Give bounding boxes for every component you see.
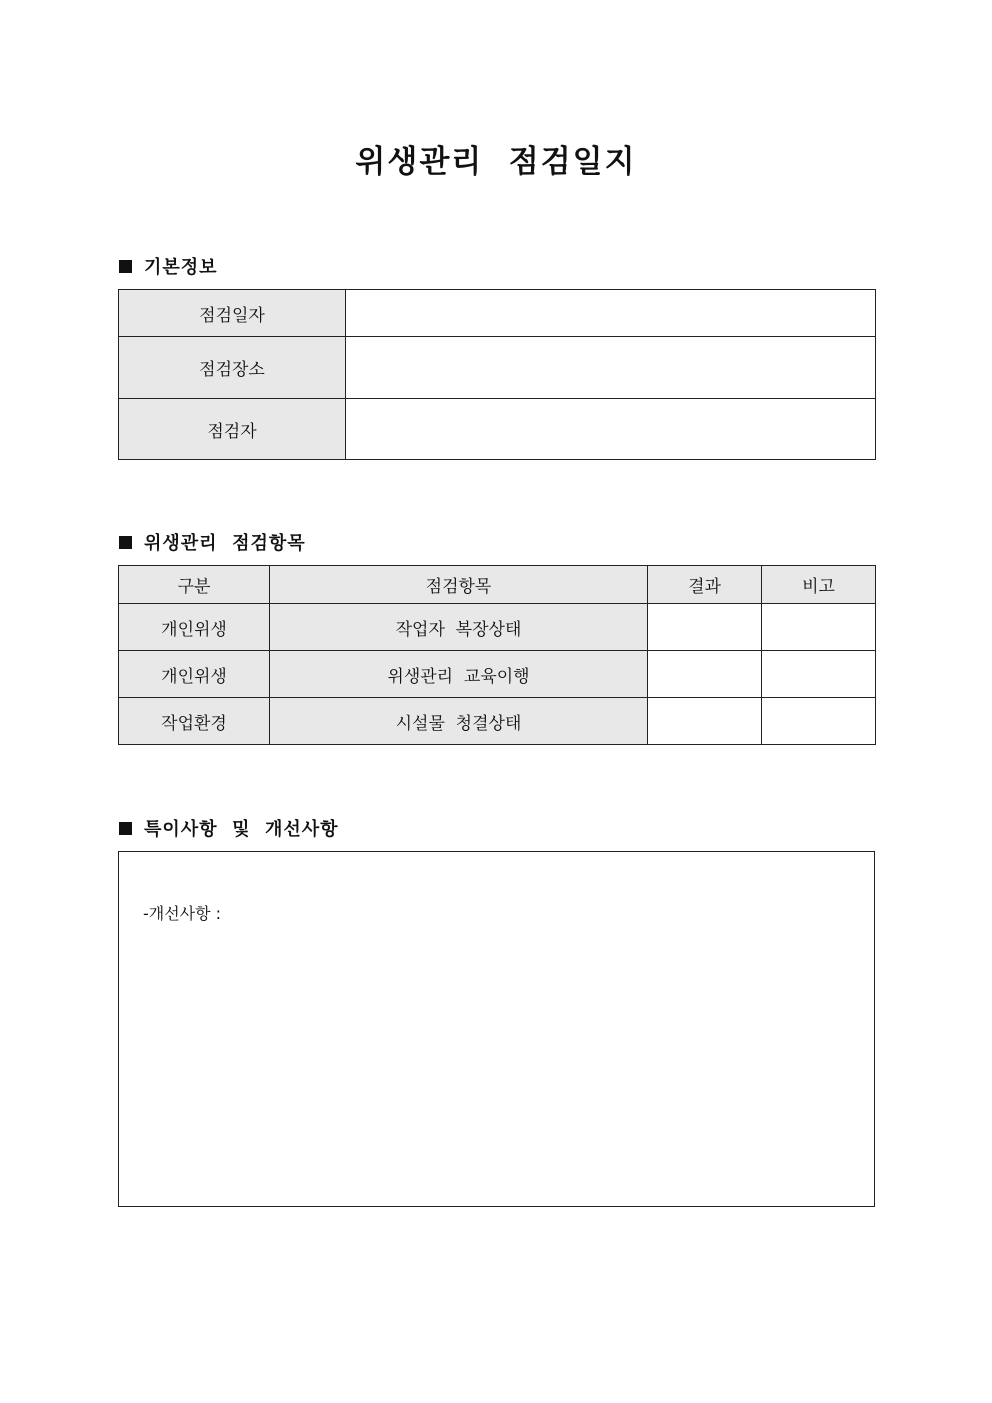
- inspector-field[interactable]: [346, 399, 876, 460]
- table-header-row: [119, 566, 876, 604]
- column-header: 구분: [119, 566, 270, 604]
- section-label: 기본정보: [144, 257, 218, 278]
- row-label: 점검장소: [119, 337, 346, 399]
- square-bullet-icon: [119, 822, 132, 835]
- section-label: 위생관리 점검항목: [144, 533, 306, 554]
- category-cell: 개인위생: [119, 604, 270, 651]
- remarks-heading: [119, 815, 339, 841]
- item-cell: 위생관리 교육이행: [270, 651, 648, 698]
- basic-info-row: [119, 399, 876, 460]
- basic-info-row: [119, 290, 876, 337]
- row-label: 점검자: [119, 399, 346, 460]
- remarks-box[interactable]: [118, 851, 875, 1207]
- table-row: [119, 698, 876, 745]
- result-cell[interactable]: [648, 604, 762, 651]
- item-cell: 작업자 복장상태: [270, 604, 648, 651]
- column-header: 결과: [648, 566, 762, 604]
- inspection-location-field[interactable]: [346, 337, 876, 399]
- square-bullet-icon: [119, 536, 132, 549]
- column-header: 점검항목: [270, 566, 648, 604]
- section-label: 특이사항 및 개선사항: [144, 819, 339, 840]
- column-header: 비고: [762, 566, 876, 604]
- item-cell: 시설물 청결상태: [270, 698, 648, 745]
- basic-info-table: [118, 289, 876, 460]
- inspection-items-heading: [119, 529, 306, 555]
- table-row: [119, 604, 876, 651]
- basic-info-row: [119, 337, 876, 399]
- note-cell[interactable]: [762, 651, 876, 698]
- result-cell[interactable]: [648, 651, 762, 698]
- result-cell[interactable]: [648, 698, 762, 745]
- document-title: 위생관리 점검일지: [355, 144, 637, 180]
- inspection-table: [118, 565, 876, 745]
- table-row: [119, 651, 876, 698]
- basic-info-heading: [119, 253, 218, 279]
- note-cell[interactable]: [762, 604, 876, 651]
- category-cell: 개인위생: [119, 651, 270, 698]
- category-cell: 작업환경: [119, 698, 270, 745]
- note-cell[interactable]: [762, 698, 876, 745]
- row-label: 점검일자: [119, 290, 346, 337]
- inspection-date-field[interactable]: [346, 290, 876, 337]
- improvement-label: -개선사항 :: [143, 904, 222, 923]
- square-bullet-icon: [119, 260, 132, 273]
